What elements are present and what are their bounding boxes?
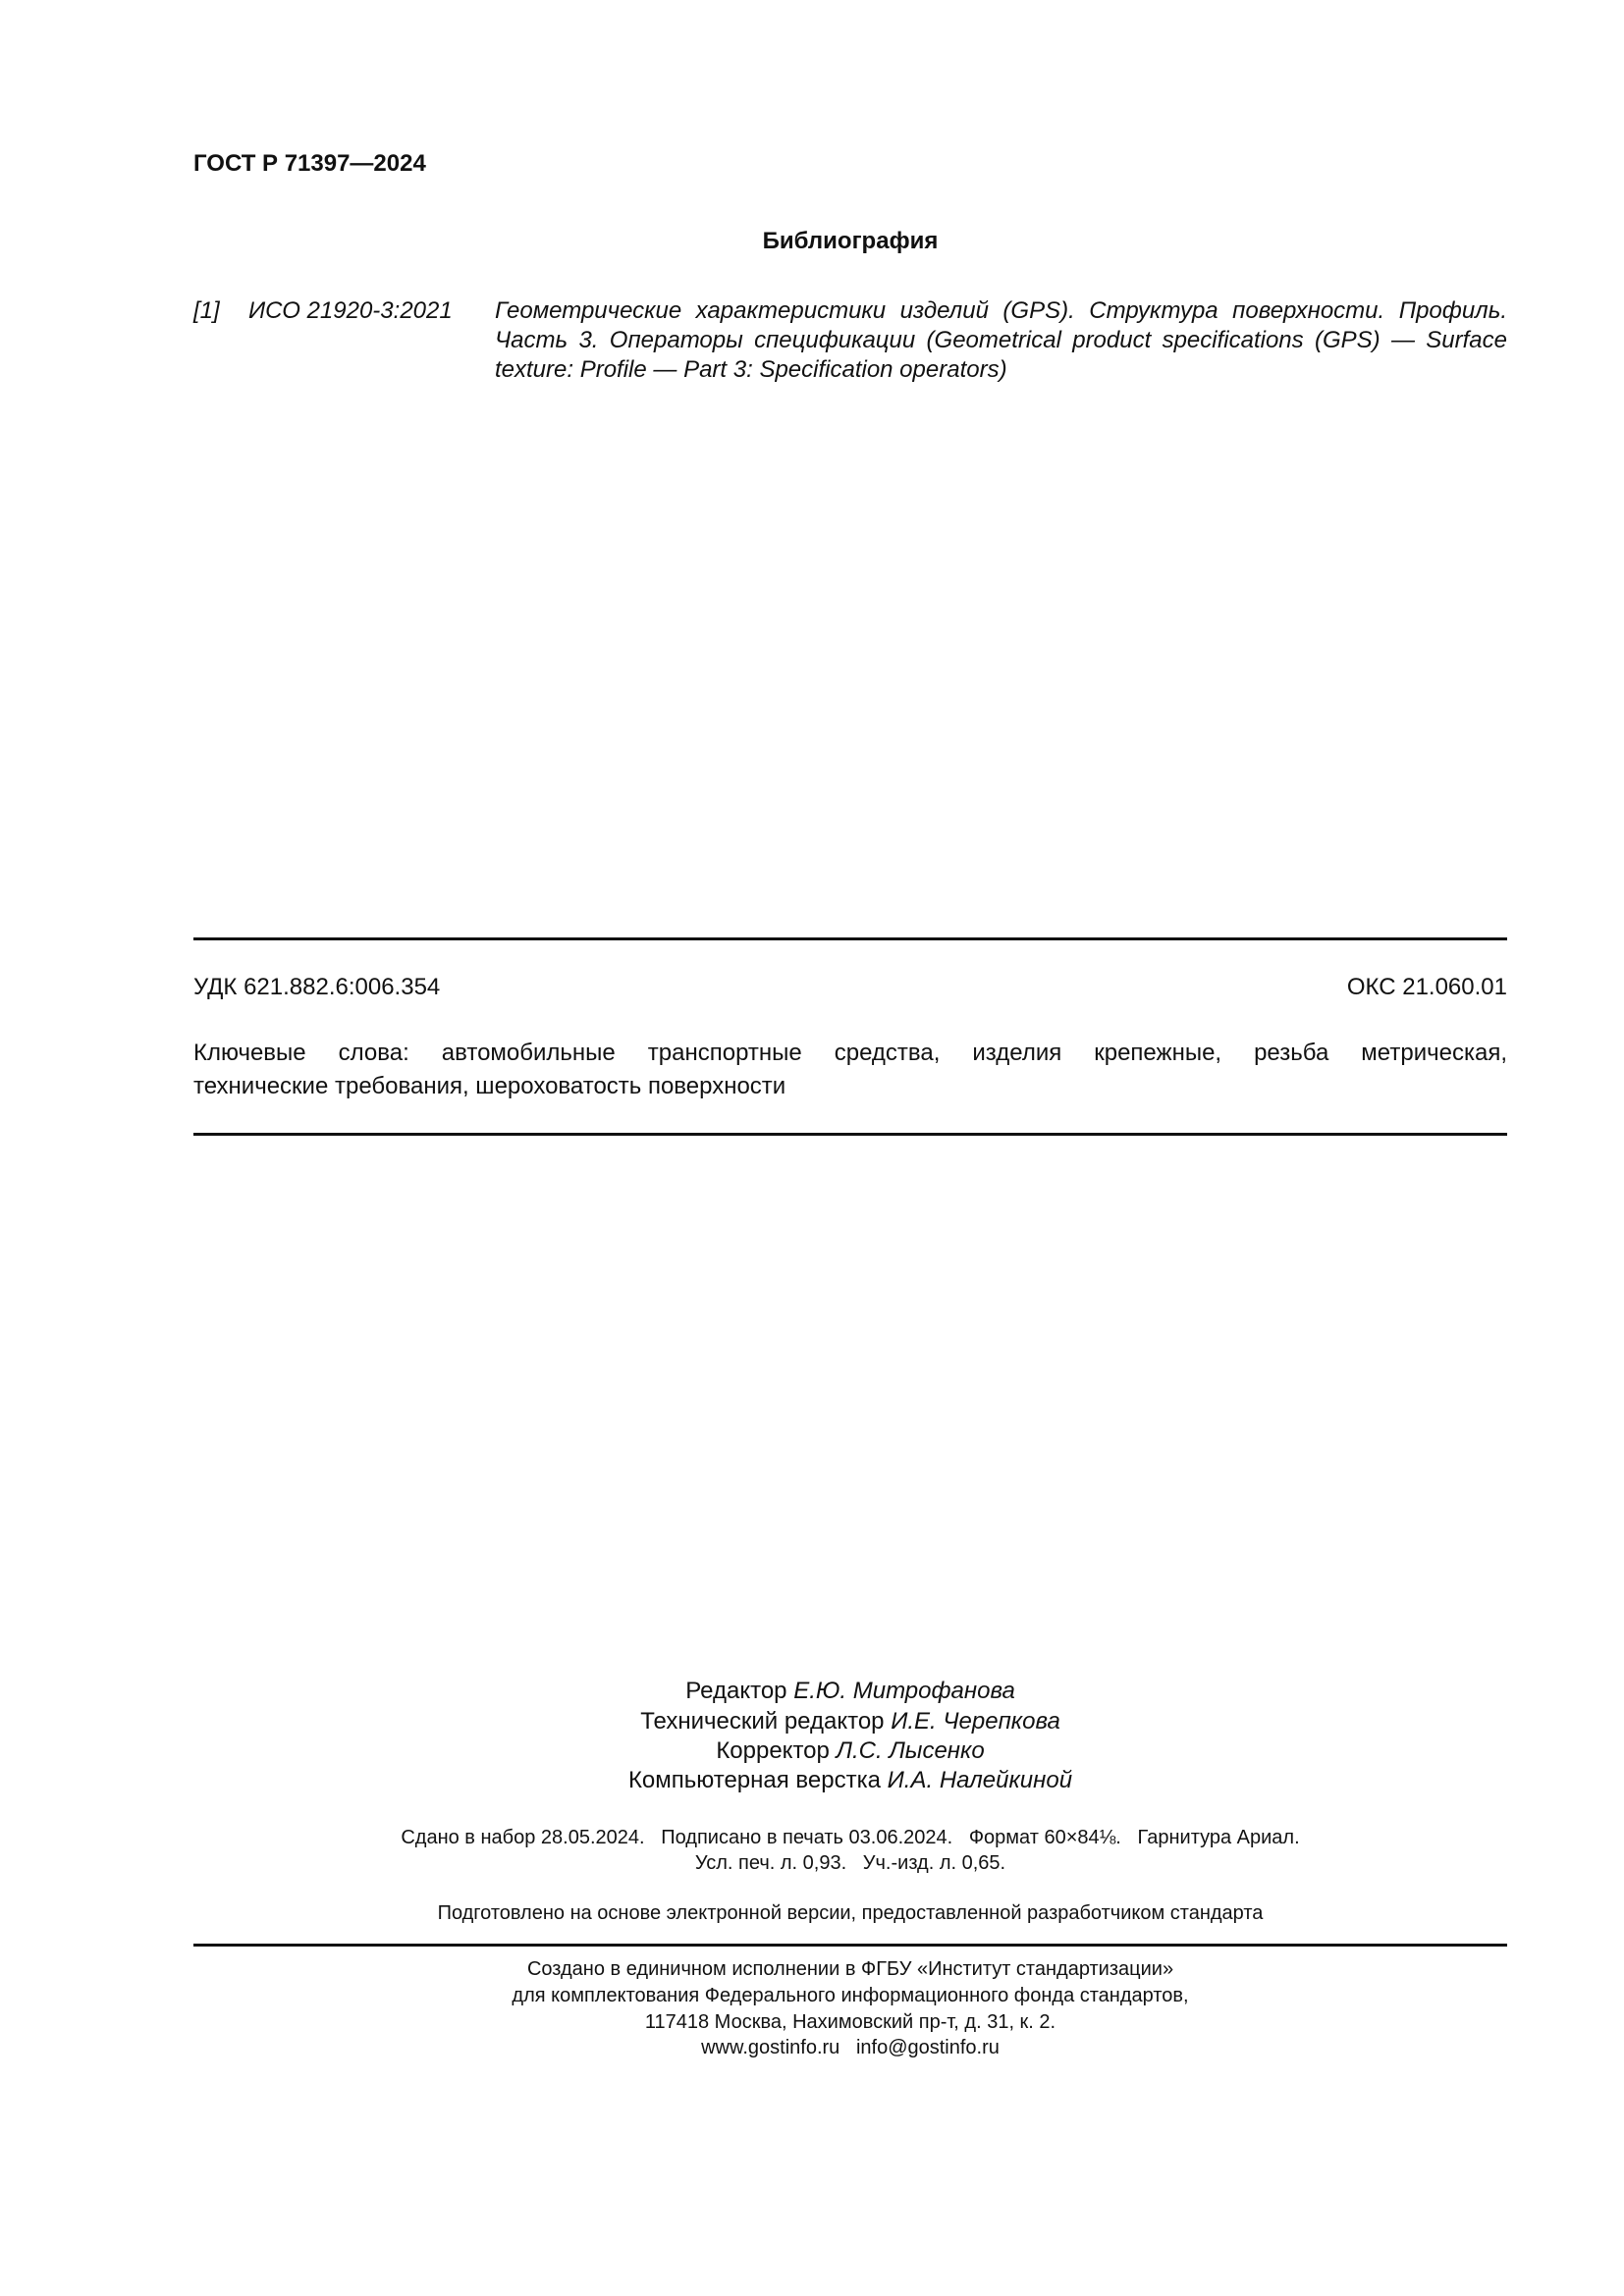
credit-role: Корректор bbox=[716, 1737, 837, 1764]
website-link[interactable]: www.gostinfo.ru bbox=[701, 2037, 840, 2058]
credit-layout bbox=[193, 1766, 1507, 1795]
print-info-line-1: Сдано в набор 28.05.2024. Подписано в печать 03.06.2024. Формат 60×84⅛. Гарнитура Ариал. bbox=[401, 1827, 1300, 1848]
credit-role: Компьютерная верстка bbox=[627, 1767, 881, 1793]
divider bbox=[193, 1133, 1507, 1136]
keywords-line-2: технические требования, шероховатость поверхности bbox=[193, 1073, 786, 1099]
bibliography-title: Библиография bbox=[762, 228, 939, 254]
ref-number: [1] bbox=[193, 297, 220, 324]
credit-editor bbox=[193, 1677, 1507, 1706]
credit-name: И.Е. Черепкова bbox=[891, 1708, 1060, 1735]
publisher-address: 117418 Москва, Нахимовский пр-т, д. 31, к. 2. bbox=[644, 2011, 1056, 2033]
credit-role: Технический редактор bbox=[640, 1708, 892, 1735]
ref-code: ИСО 21920-3:2021 bbox=[248, 297, 453, 324]
udk-code: УДК 621.882.6:006.354 bbox=[193, 974, 441, 1000]
ref-title: Геометрические характеристики изделий (GPS). Структура поверхности. Профиль. Часть 3. Операторы спецификации (Geometrical product specifications (GPS) — Surface texture: Profile — Part 3: Specification operators) bbox=[495, 297, 1507, 383]
email-link[interactable]: info@gostinfo.ru bbox=[855, 2037, 1000, 2058]
credit-name: Е.Ю. Митрофанова bbox=[793, 1678, 1015, 1704]
document-id: ГОСТ Р 71397—2024 bbox=[193, 150, 426, 177]
divider bbox=[193, 937, 1507, 940]
publisher-contacts bbox=[193, 2035, 1507, 2060]
credit-name: Л.С. Лысенко bbox=[836, 1737, 985, 1764]
credit-tech-editor bbox=[193, 1707, 1507, 1736]
publisher-line-2: для комплектования Федерального информационного фонда стандартов, bbox=[512, 1985, 1189, 2006]
prepared-note: Подготовлено на основе электронной версии, предоставленной разработчиком стандарта bbox=[437, 1902, 1264, 1924]
oks-code: ОКС 21.060.01 bbox=[1346, 974, 1507, 1000]
keywords-line-1: Ключевые слова: автомобильные транспортные средства, изделия крепежные, резьба метрическая, bbox=[193, 1040, 1507, 1066]
print-info-line-2: Усл. печ. л. 0,93. Уч.-изд. л. 0,65. bbox=[694, 1852, 1006, 1874]
credit-name: И.А. Налейкиной bbox=[887, 1767, 1073, 1793]
publisher-line-1: Создано в единичном исполнении в ФГБУ «Институт стандартизации» bbox=[526, 1958, 1174, 1980]
credit-proofreader bbox=[193, 1736, 1507, 1766]
divider bbox=[193, 1944, 1507, 1947]
credit-role: Редактор bbox=[685, 1678, 794, 1704]
